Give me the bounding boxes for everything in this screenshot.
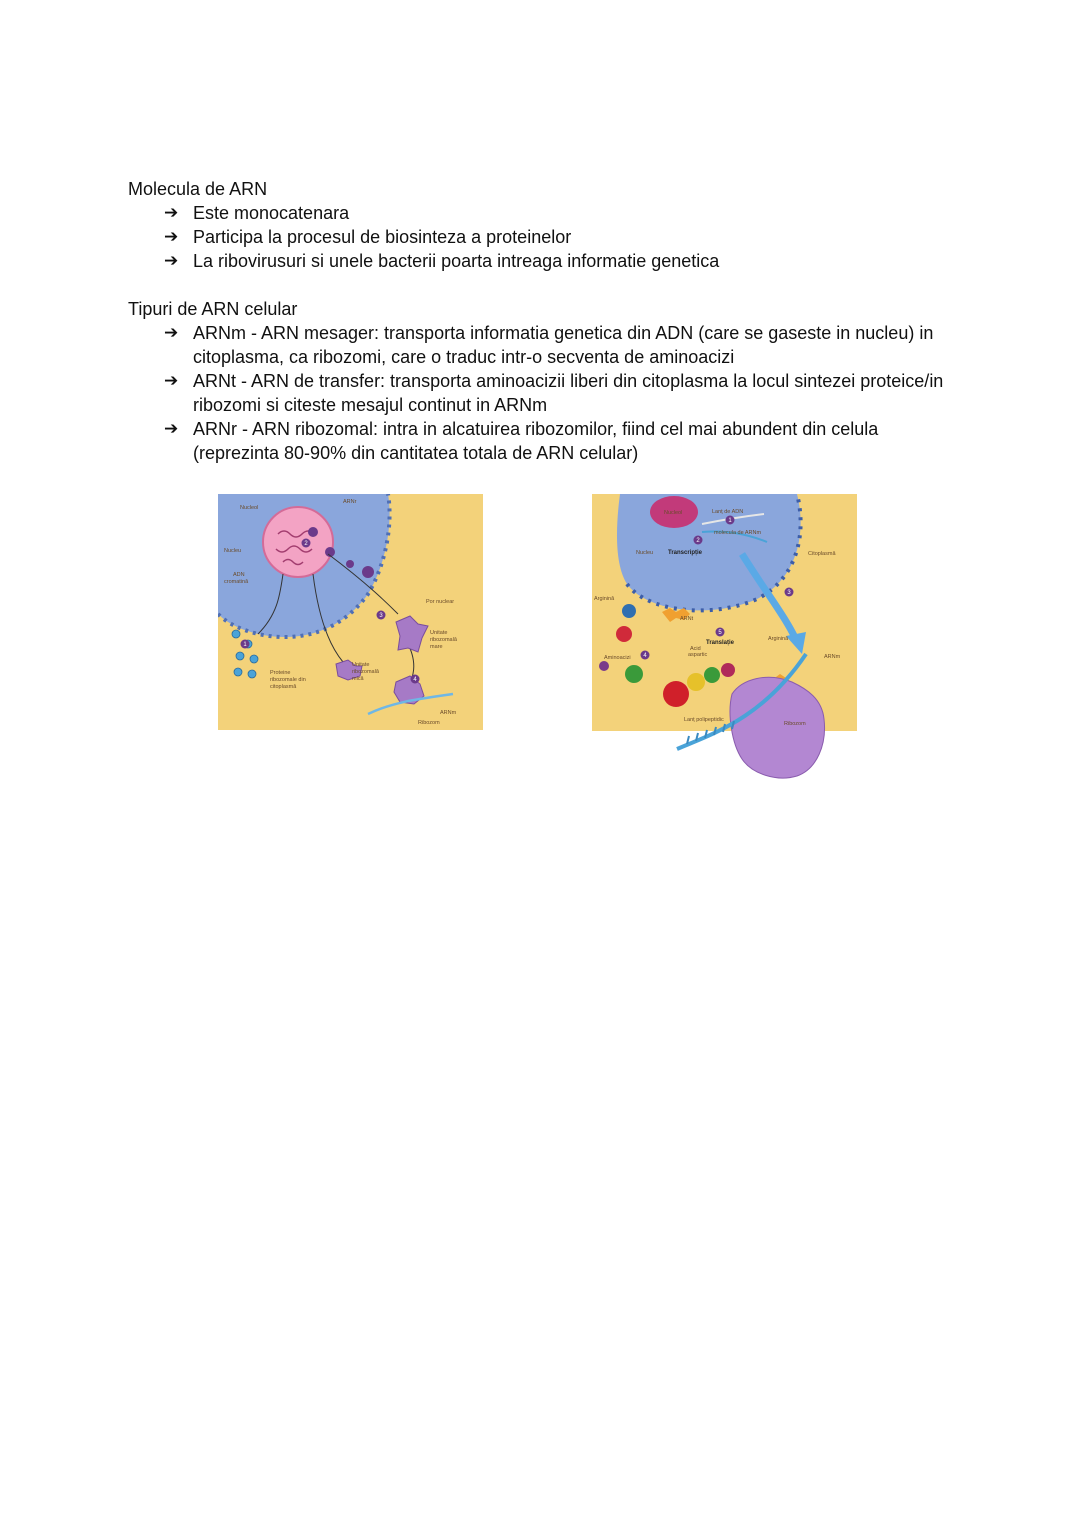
- bullet-list: [128, 321, 958, 465]
- arrow-right-icon: ➔: [164, 203, 179, 223]
- label-arnm: ARNm: [824, 654, 841, 660]
- label-arginina: Arginină: [768, 636, 789, 642]
- arrow-right-icon: ➔: [164, 419, 179, 439]
- label-acid-aspartic: Acid: [690, 646, 701, 652]
- label-acid-aspartic: aspartic: [688, 652, 708, 658]
- arrow-right-icon: ➔: [164, 323, 179, 343]
- label-ribozom: Ribozom: [784, 721, 806, 727]
- step-number: 3: [379, 613, 383, 619]
- label-arnt: ARNt: [680, 616, 694, 622]
- label-por-nuclear: Por nuclear: [426, 599, 455, 605]
- list-item: [164, 321, 958, 369]
- arrow-right-icon: ➔: [164, 227, 179, 247]
- amino-acid: [599, 661, 609, 671]
- label-lant-polipeptidic: Lanț polipeptidic: [684, 717, 724, 723]
- amino-acid: [687, 673, 705, 691]
- label-ribosomal-proteins: citoplasmă: [270, 684, 297, 690]
- amino-acid: [704, 667, 720, 683]
- arrow-right-icon: ➔: [164, 251, 179, 271]
- list-item-text: ARNr - ARN ribozomal: intra in alcatuirea ribozomilor, fiind cel mai abundent din celula (reprezinta 80-90% din cantitatea totala de ARN celular): [193, 419, 879, 463]
- label-molecula-arnm: molecula de ARNm: [714, 530, 762, 536]
- protein-synthesis-figure: [592, 494, 858, 784]
- step-number: 4: [643, 653, 647, 659]
- amino-acid: [616, 626, 632, 642]
- step-number: 1: [243, 642, 247, 648]
- step-number: 4: [413, 677, 417, 683]
- label-transcriptie: Transcripție: [668, 550, 703, 556]
- section-title: Tipuri de ARN celular: [128, 299, 298, 319]
- label-ribosomal-proteins: Proteine: [270, 670, 291, 676]
- label-adn: ADN: [233, 572, 245, 578]
- label-translatie: Translație: [706, 640, 735, 646]
- list-item-text: La ribovirusuri si unele bacterii poarta intreaga informatie genetica: [193, 251, 720, 271]
- ribosome-formation-figure: [218, 494, 483, 730]
- label-large-subunit: mare: [430, 644, 443, 650]
- label-lant-adn: Lanț de ADN: [712, 509, 744, 515]
- step-number: 2: [304, 541, 308, 547]
- label-nucleol: Nucleol: [664, 510, 683, 516]
- list-item-text: ARNm - ARN mesager: transporta informatia genetica din ADN (care se gaseste in nucleu) in citoplasma, ca ribozomi, care o traduc intr-o secventa de aminoacizi: [193, 323, 934, 367]
- nucleolus-shape: [263, 507, 333, 577]
- list-item: [164, 201, 958, 225]
- step-number: 3: [787, 590, 791, 596]
- list-item-text: Participa la procesul de biosinteza a proteinelor: [193, 227, 572, 247]
- label-arnr: ARNr: [343, 499, 357, 505]
- amino-acid: [625, 665, 643, 683]
- label-nucleu: Nucleu: [636, 550, 654, 556]
- amino-acid: [663, 681, 689, 707]
- label-arnm: ARNm: [440, 710, 457, 716]
- list-item-text: ARNt - ARN de transfer: transporta aminoacizii liberi din citoplasma la locul sintezei proteice/in ribozomi si citeste mesajul continut in ARNm: [193, 371, 944, 415]
- label-citoplasma: Citoplasmă: [808, 551, 836, 557]
- label-ribozom: Ribozom: [418, 720, 440, 726]
- section-arn-molecule: [128, 177, 958, 273]
- bullet-list: [128, 201, 958, 273]
- label-large-subunit: ribozomală: [430, 637, 457, 643]
- label-ribosomal-proteins: ribozomale din: [270, 677, 306, 683]
- list-item: [164, 249, 958, 273]
- label-small-subunit: mică: [352, 676, 364, 682]
- label-small-subunit: ribozomală: [352, 669, 379, 675]
- label-small-subunit: Unitate: [352, 662, 370, 668]
- list-item: [164, 225, 958, 249]
- section-title: Molecula de ARN: [128, 179, 268, 199]
- label-aminoacizi: Aminoacizi: [604, 655, 631, 661]
- label-nucleu: Nucleu: [224, 548, 242, 554]
- label-large-subunit: Unitate: [430, 630, 448, 636]
- step-number: 5: [718, 630, 722, 636]
- list-item: [164, 417, 958, 465]
- label-cromatina: cromatină: [224, 579, 249, 585]
- amino-acid: [721, 663, 735, 677]
- section-arn-types: [128, 297, 958, 465]
- label-nucleol: Nucleol: [240, 505, 259, 511]
- list-item-text: Este monocatenara: [193, 203, 350, 223]
- step-number: 2: [696, 538, 700, 544]
- list-item: [164, 369, 958, 417]
- amino-acid: [622, 604, 636, 618]
- arrow-right-icon: ➔: [164, 371, 179, 391]
- step-number: 1: [728, 518, 732, 524]
- label-arginina: Arginină: [594, 596, 615, 602]
